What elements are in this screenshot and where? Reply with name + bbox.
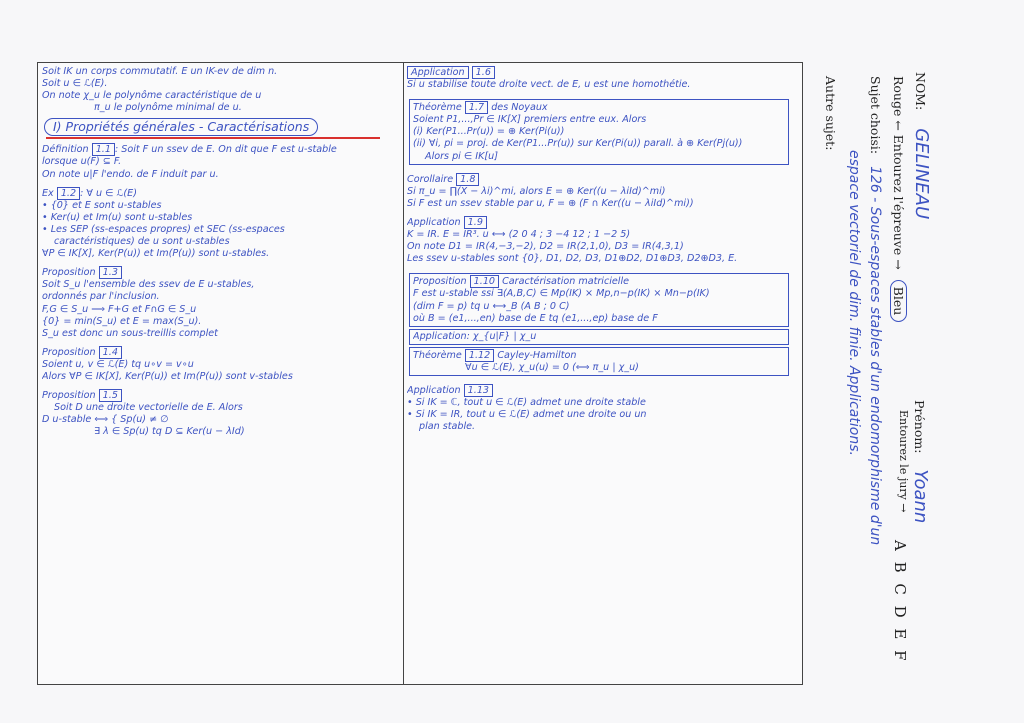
text-line: où B = (e1,...,en) base de E tq (e1,...,ep) base de F — [413, 312, 658, 324]
text-line: (dim F = p) tq u ⟷_B (A B ; 0 C) — [413, 300, 570, 312]
intro-line: Soit u ∈ ℒ(E). — [42, 78, 108, 90]
text-line: D u-stable ⟺ { Sp(u) ≠ ∅ — [42, 414, 169, 426]
prenom-row — [910, 400, 931, 523]
application-heading — [413, 331, 785, 343]
text-line: Si π_u = ∏(X − λi)^mi, alors E = ⊕ Ker((u − λiId)^mi) — [407, 185, 666, 197]
text-line: Si u stabilise toute droite vect. de E, u est une homothétie. — [407, 79, 691, 91]
text-line: On note u|F l'endo. de F induit par u. — [42, 168, 219, 180]
application-heading — [407, 216, 799, 229]
label-text: Application — [413, 330, 467, 342]
text-line: • {0} et E sont u-stables — [42, 199, 162, 211]
theorem-title: Cayley-Hamilton — [497, 349, 577, 361]
number-tag: 1.2 — [57, 187, 80, 200]
text-line: ∀u ∈ ℒ(E), χ_u(u) = 0 (⟺ π_u | χ_u) — [465, 361, 639, 373]
theorem-box — [409, 347, 789, 376]
prenom-value: Yoann — [910, 469, 931, 524]
label-text: Proposition — [42, 390, 96, 402]
text-line: plan stable. — [419, 421, 476, 433]
label-text: Théorème — [413, 102, 462, 114]
label-text: Proposition — [42, 267, 96, 279]
proposition-box — [409, 273, 789, 326]
intro-line: Soit IK un corps commutatif. E un IK-ev de dim n. — [42, 66, 278, 77]
number-tag: 1.12 — [465, 349, 494, 362]
application-heading — [407, 66, 799, 79]
nom-label: NOM: — [913, 72, 928, 111]
number-tag: 1.6 — [472, 66, 495, 79]
text-line: Soit S_u l'ensemble des ssev de E u-stables, — [42, 279, 255, 291]
text-line: : χ_{u|F} | χ_u — [466, 330, 537, 342]
nom-row — [911, 72, 932, 219]
sujet-label: Sujet choisi: — [868, 76, 883, 155]
text-line: • Ker(u) et Im(u) sont u-stables — [42, 211, 193, 223]
number-tag: 1.5 — [99, 389, 122, 402]
text-line: F,G ∈ S_u ⟹ F+G et F∩G ∈ S_u — [42, 303, 197, 315]
theorem-box — [409, 99, 789, 164]
nom-value: GELINEAU — [911, 128, 932, 220]
label-text: Ex — [42, 187, 54, 199]
text-line: ∀P ∈ IK[X], Ker(P(u)) et Im(P(u)) sont u-stables. — [42, 248, 270, 260]
proposition-heading — [42, 266, 400, 279]
text-line: lorsque u(F) ⊆ F. — [42, 156, 122, 168]
text-line: • Si IK = IR, tout u ∈ ℒ(E) admet une droite ou un — [407, 409, 647, 421]
text-line: Alors pi ∈ IK[u] — [425, 150, 498, 162]
label-tag: Application — [407, 66, 469, 79]
example-heading — [42, 187, 400, 200]
text-line: K = IR. E = IR³. u ⟷ (2 0 4 ; 3 −4 12 ; 1 −2 5) — [407, 229, 631, 241]
text-line: S_u est donc un sous-treillis complet — [42, 327, 218, 339]
text-line: Soit D une droite vectorielle de E. Alors — [54, 402, 243, 414]
text-line: : Soit F un ssev de E. On dit que F est u-stable — [114, 144, 337, 156]
sujet-row — [867, 76, 883, 545]
intro-line: π_u le polynôme minimal de u. — [94, 102, 242, 114]
spacer — [407, 265, 799, 271]
text-line: Soient u, v ∈ ℒ(E) tq u∘v = v∘u — [42, 358, 194, 370]
right-column — [407, 66, 799, 681]
text-line: On note D1 = IR(4,−3,−2), D2 = IR(2,1,0), D3 = IR(4,3,1) — [407, 241, 684, 253]
text-line: : ∀ u ∈ ℒ(E) — [80, 187, 137, 199]
text-line: Si F est un ssev stable par u, F = ⊕ (F ∩ Ker((u − λiId)^mi)) — [407, 197, 694, 209]
label-text: Proposition — [413, 276, 467, 288]
number-tag: 1.7 — [465, 101, 488, 114]
proposition-heading — [42, 389, 400, 402]
number-tag: 1.13 — [464, 384, 493, 397]
sujet-value-continued: espace vectoriel de dim. finie. Applications. — [846, 150, 862, 456]
jury-letters[interactable]: A B C D E F — [891, 540, 909, 664]
text-line: ordonnés par l'inclusion. — [42, 291, 160, 303]
text-line: Les ssev u-stables sont {0}, D1, D2, D3, D1⊕D2, D1⊕D3, D2⊕D3, E. — [407, 253, 738, 265]
label-text: Corollaire — [407, 173, 454, 185]
text-line: Alors ∀P ∈ IK[X], Ker(P(u)) et Im(P(u)) sont v-stables — [42, 370, 293, 382]
spacer — [407, 91, 799, 97]
text-line: caractéristiques) de u sont u-stables — [54, 236, 230, 248]
number-tag: 1.4 — [99, 346, 122, 359]
text-line: (i) Ker(P1...Pr(u)) = ⊕ Ker(Pi(u)) — [413, 126, 565, 138]
header-strip — [806, 0, 1024, 723]
label-text: Proposition — [42, 346, 96, 358]
proposition-heading — [413, 275, 785, 288]
theorem-heading — [413, 101, 785, 114]
text-line: {0} = min(S_u) et E = max(S_u). — [42, 315, 202, 327]
definition-heading — [42, 143, 400, 156]
number-tag: 1.9 — [464, 216, 487, 229]
jury-label: Entourez le jury → — [897, 410, 910, 513]
autre-sujet-label: Autre sujet: — [823, 76, 838, 151]
epreuve-row — [890, 76, 907, 322]
sujet-value: 126 - Sous-espaces stables d'un endomorphisme d'un — [867, 166, 883, 546]
number-tag: 1.3 — [99, 266, 122, 279]
bleu-choice[interactable]: Bleu — [890, 280, 907, 323]
text-line: F est u-stable ssi ∃(A,B,C) ∈ Mp(IK) × Mp,n−p(IK) × Mn−p(IK) — [413, 288, 710, 300]
text-line: (ii) ∀i, pi = proj. de Ker(P1...Pr(u)) sur Ker(Pi(u)) parall. à ⊕ Ker(Pj(u)) — [413, 138, 743, 150]
text-line: Soient P1,...,Pr ∈ IK[X] premiers entre eux. Alors — [413, 114, 647, 126]
label-text: Théorème — [413, 349, 462, 361]
number-tag: 1.1 — [92, 143, 115, 156]
application-box — [409, 329, 789, 345]
text-line: ∃ λ ∈ Sp(u) tq D ⊆ Ker(u − λId) — [94, 426, 245, 438]
left-column — [42, 66, 400, 681]
red-underline — [46, 137, 380, 139]
section-title: I) Propriétés générales - Caractérisations — [44, 118, 318, 136]
corollary-heading — [407, 173, 799, 186]
prenom-label: Prénom: — [912, 400, 927, 454]
label-text: Application — [407, 216, 461, 228]
theorem-heading — [413, 349, 785, 362]
text-line: • Si IK = ℂ, tout u ∈ ℒ(E) admet une droite stable — [407, 397, 646, 409]
label-text: Définition — [42, 144, 89, 156]
text-line: • Les SEP (ss-espaces propres) et SEC (ss-espaces — [42, 223, 285, 235]
number-tag: 1.8 — [456, 173, 479, 186]
proposition-heading — [42, 346, 400, 359]
number-tag: 1.10 — [470, 275, 499, 288]
theorem-title: des Noyaux — [491, 102, 548, 114]
intro-line: On note χ_u le polynôme caractéristique de u — [42, 90, 262, 102]
column-divider — [403, 62, 404, 685]
rouge-label: Rouge ← Entourez l'épreuve → — [891, 76, 906, 270]
application-heading — [407, 384, 799, 397]
label-text: Application — [407, 384, 461, 396]
proposition-title: Caractérisation matricielle — [502, 276, 630, 288]
